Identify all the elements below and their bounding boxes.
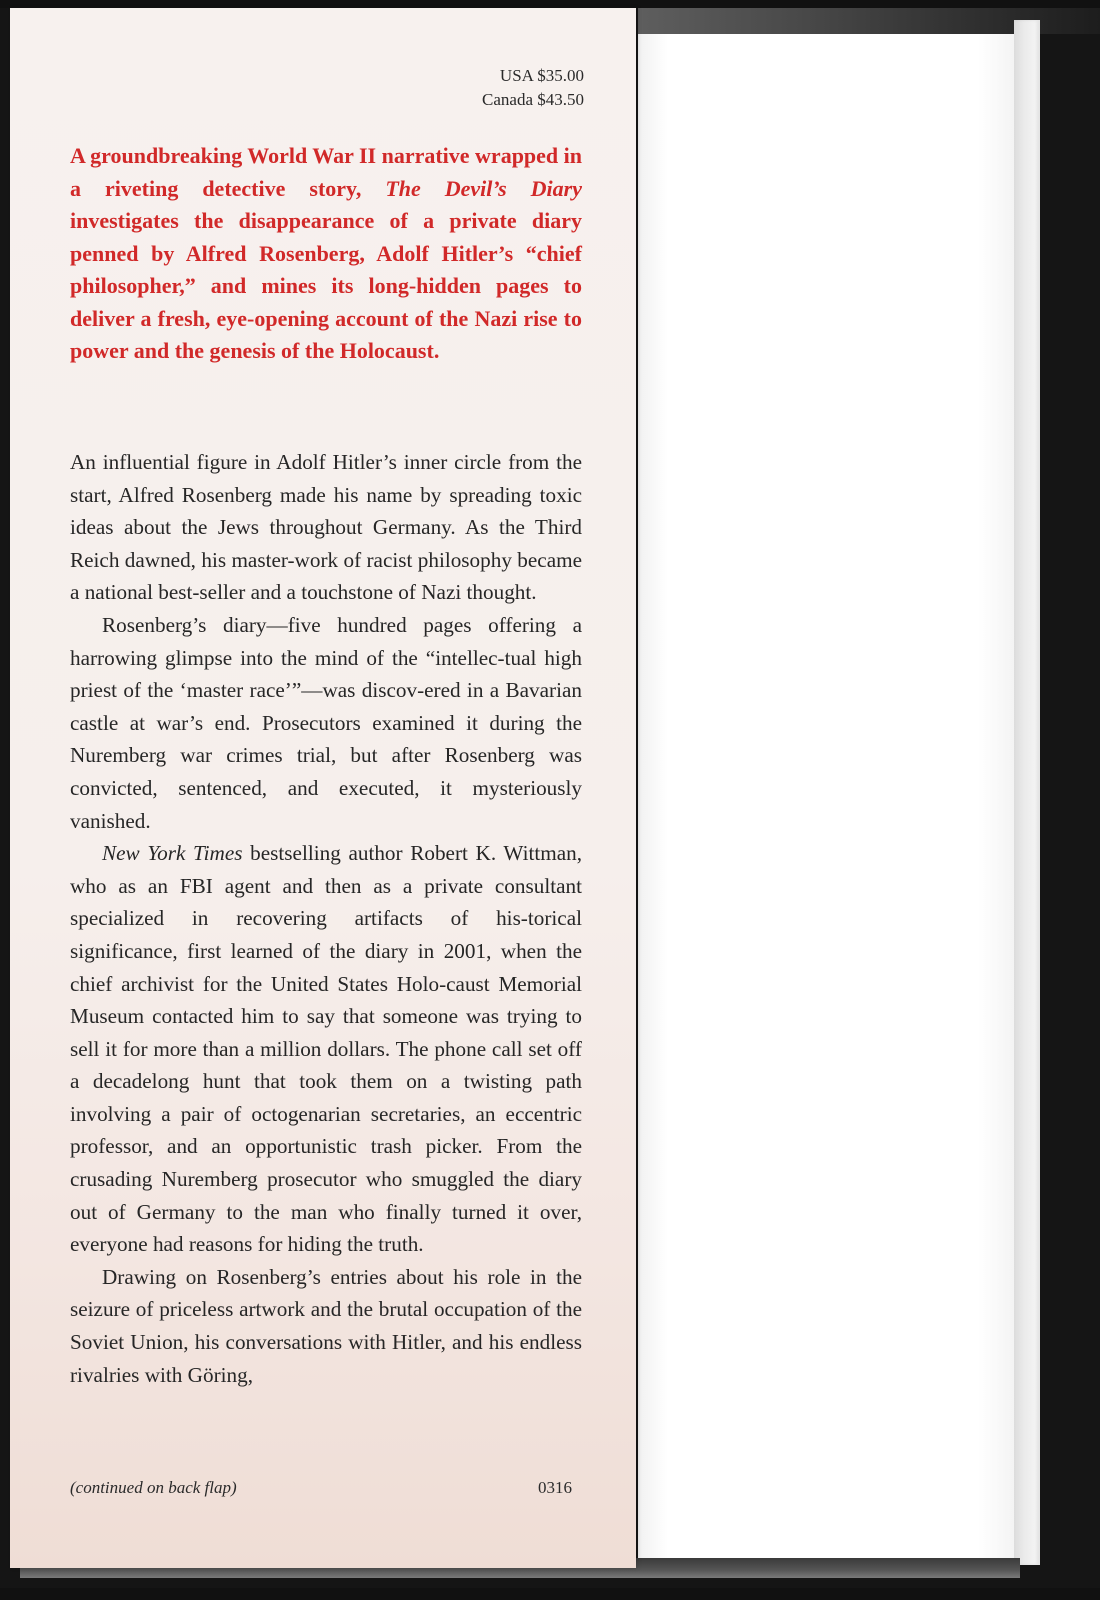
- tagline-book-title: The Devil’s Diary: [385, 175, 582, 201]
- tagline: [70, 140, 582, 368]
- continued-note: (continued on back flap): [70, 1478, 237, 1497]
- flap-body-text: [70, 446, 582, 1391]
- paragraph-3-rest: bestselling author Robert K. Wittman, who as an FBI agent and then as a private consultant specialized in recovering artifacts of his-torical significance, first learned of the diary in 2001, when the chief archivist for the United States Holo-caust Memorial Museum contacted him to say that someone was trying to sell it for more than a million dollars. The phone call set off a decadelong hunt that took them on a twisting path involving a pair of octogenarian secretaries, an eccentric professor, and an opportunistic trash picker. From the crusading Nuremberg prosecutor who smuggled the diary out of Germany to the man who finally turned it over, everyone had reasons for hiding the truth.: [70, 841, 583, 1257]
- price-canada: Canada $43.50: [482, 90, 584, 109]
- price-usa: USA $35.00: [499, 66, 584, 85]
- flap-code: 0316: [538, 1478, 572, 1497]
- paragraph-2: Rosenberg’s diary—five hundred pages offering a harrowing glimpse into the mind of the “intellec-tual high priest of the ‘master race’”—was discov-ered in a Bavarian castle at war’s end. Prosecutors examined it during the Nuremberg war crimes trial, but after Rosenberg was convicted, sentenced, and executed, it mysteriously vanished.: [70, 612, 582, 833]
- page-edge: [1014, 20, 1040, 1565]
- book-endpaper: [638, 34, 1014, 1558]
- price-block: [482, 64, 584, 112]
- tagline-part1: A groundbreaking World War II narrative wrapped in a riveting detective story,: [70, 143, 583, 201]
- paragraph-3-italic: New York Times: [102, 841, 243, 866]
- paragraph-3: [70, 837, 582, 1261]
- front-flap: [10, 8, 636, 1568]
- tagline-part2: investigates the disappearance of a private diary penned by Alfred Rosenberg, Adolf Hitler’s “chief philosopher,” and mines its long-hidden pages to deliver a fresh, eye-opening account of the Nazi rise to power and the genesis of the Holocaust.: [70, 208, 582, 363]
- paragraph-1: An influential figure in Adolf Hitler’s inner circle from the start, Alfred Rosenberg made his name by spreading toxic ideas about the Jews throughout Germany. As the Third Reich dawned, his master-work of racist philosophy became a national best-seller and a touchstone of Nazi thought.: [70, 450, 582, 605]
- paragraph-4: Drawing on Rosenberg’s entries about his role in the seizure of priceless artwork and the brutal occupation of the Soviet Union, his conversations with Hitler, and his endless rivalries with Göring,: [70, 1264, 582, 1387]
